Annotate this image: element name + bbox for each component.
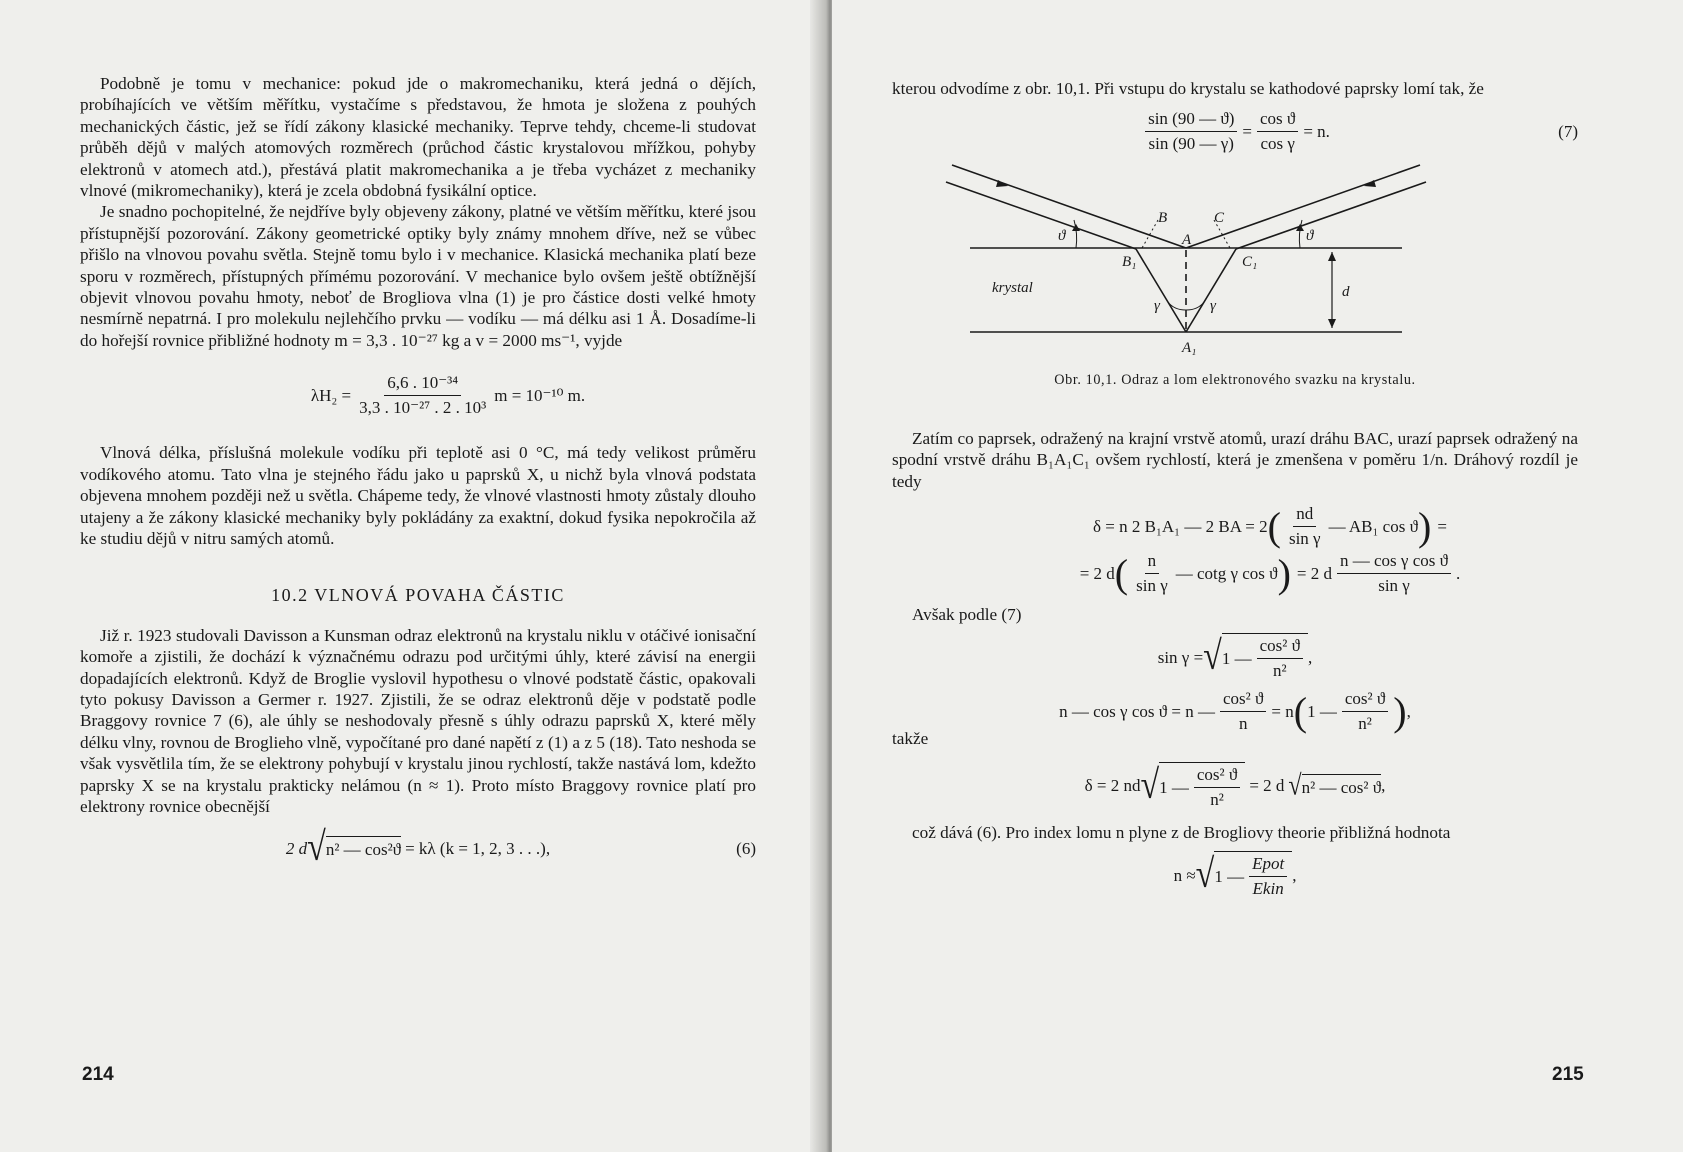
eq-sin-numerator: cos² ϑ (1257, 636, 1303, 659)
label-C: C (1214, 210, 1225, 227)
eq7-number: (7) (1558, 122, 1578, 142)
eq7-f1-numerator: sin (90 — ϑ) (1145, 109, 1237, 132)
eq-lambda-fraction (356, 373, 489, 418)
eq-delta3-radicand-1 (1159, 762, 1245, 810)
paragraph-coz-dava: což dává (6). Pro index lomu n plyne z de Brogliovy theorie přibližná hodnota (912, 822, 1451, 842)
eq-delta2-eq: = 2 d (1296, 563, 1333, 583)
paren-open-icon: ( (1114, 550, 1129, 596)
eq-n-f1-numerator: cos² ϑ (1220, 689, 1266, 712)
equation-6 (80, 825, 756, 870)
page-number-right: 215 (1552, 1064, 1584, 1085)
label-d: d (1342, 284, 1350, 301)
eq-delta2-end: . (1456, 563, 1461, 583)
arrowhead-d-bottom (1328, 319, 1336, 328)
paragraph-avsak: Avšak podle (7) (912, 605, 1022, 625)
eq-delta1-rhs: = (1437, 516, 1447, 536)
paren-close-icon: ) (1277, 550, 1291, 596)
eq6-radicand: n² — cos²ϑ (326, 836, 401, 860)
eq-sin-denominator: n² (1273, 661, 1287, 681)
eq-lambda-denominator: 3,3 . 10⁻²⁷ . 2 . 10³ (359, 398, 487, 418)
eq-lambda-numerator: 6,6 . 10⁻³⁴ (384, 373, 461, 396)
page-number-left: 214 (82, 1064, 114, 1085)
eq-lambda-lhs: λH₂ = (310, 386, 352, 406)
sqrt-sign-icon: √ (1203, 634, 1222, 680)
eq-delta3-one: 1 — (1159, 777, 1189, 797)
eq-delta2-f2-numerator: n — cos γ cos ϑ (1337, 551, 1451, 574)
eq-index-end: , (1292, 865, 1297, 885)
label-theta-right: ϑ (1306, 228, 1314, 245)
eq-n-fraction-2 (1342, 689, 1388, 734)
eq7-fraction-2 (1257, 109, 1298, 154)
eq-delta3-mid: = 2 d (1249, 776, 1285, 796)
eq-n-fraction-1 (1220, 689, 1266, 734)
eq-delta3-fraction (1194, 765, 1240, 810)
paragraph-vlnova-delka: Vlnová délka, příslušná molekule vodíku při teplotě asi 0 °C, má tedy velikost průměru vodíkového atomu. Tato vlna je stejného řádu jako u paprsků X, u nichž byla vlnová podstata objevena mnohem později než u světla. Chápeme tedy, že vlnové vlastnosti hmoty zůstaly dlouho utajeny a že zákony klasické mechaniky byly pokládány za exaktní, dokud fysika nepokročila až ke studiu dějů v nitru samých atomů. (80, 443, 756, 548)
eq-n-lhs: n — cos γ cos ϑ = n — (1059, 702, 1215, 722)
reflected-ray-upper (1186, 165, 1420, 248)
eq-index-denominator: Ekin (1252, 879, 1284, 899)
paren-close-icon: ) (1393, 688, 1407, 734)
eq-delta2-fraction-1 (1133, 551, 1171, 596)
eq7-f1-denominator: sin (90 — γ) (1148, 134, 1234, 154)
equation-lambda (80, 373, 756, 418)
right-page-text (892, 78, 1578, 899)
eq-sin-sqrt (1203, 633, 1308, 681)
label-gamma-right: γ (1210, 298, 1216, 315)
label-theta-left: ϑ (1058, 228, 1066, 245)
theta-arc-right (1299, 220, 1302, 248)
label-C1: C₁ (1242, 254, 1258, 271)
eq6-rhs: = kλ (k = 1, 2, 3 . . .), (405, 838, 551, 858)
eq-index-lhs: n ≈ (1173, 865, 1196, 885)
incident-ray-lower (946, 182, 1136, 249)
eq-delta2-fraction-2 (1337, 551, 1451, 596)
eq-delta3-radicand-2: n² — cos² ϑ (1302, 774, 1382, 798)
eq7-f2-denominator: cos γ (1260, 134, 1295, 154)
eq-delta1-fraction (1286, 504, 1324, 549)
equation-delta-1 (892, 504, 1578, 549)
reflected-ray-lower (1236, 182, 1426, 249)
eq-n-f1-denominator: n (1238, 714, 1248, 734)
paren-open-icon: ( (1267, 503, 1281, 549)
paragraph-makromechanika: Podobně je tomu v mechanice: pokud jde o makromechaniku, která jedná o dějích, probíhajících ve větším měřítku, vystačíme s představou, že hmota je složena z pouhých mechanických částic, jež se řídí zákony klasické mechaniky. Teprve tehdy, chceme-li studovat průběh dějů v malých atomových rozměrech (průchod částic krystalovou mřížkou, pohyby elektronů v atomech atd.), přestává platit makromechanika a je třeba vycházet z mechaniky vlnové (mikromechaniky), která je zcela obdobná fysikální optice. (80, 74, 756, 201)
eq7-rhs: = n. (1303, 122, 1330, 142)
equation-sin-gamma (892, 633, 1578, 681)
theta-arc-left (1074, 220, 1077, 248)
paragraph-zakony: Je snadno pochopitelné, že nejdříve byly objeveny zákony, platné ve větším měřítku, které jsou přístupnější pozorování. Zákony geometrické optiky byly známy mnohem dříve, než se vůbec přišlo na vlnovou povahu světla. Stejně tomu bylo i v mechanice. Klasická mechanika platí beze sporu v rozměrech, přístupných přímému pozorování. V mechanice bylo ovšem ještě obtížnější objevit vlnovou povahu hmoty, neboť de Brogliova vlna (1) je pro částice dosti velké hmoty nesmírně nepatrná. I pro molekulu nejlehčího prvku — vodíku — má délku asi 1 Å. Dosadíme-li do hořejší rovnice přibližné hodnoty m = 3,3 . 10⁻²⁷ kg a v = 2000 ms⁻¹, vyjde (80, 202, 756, 350)
eq-n-f2-denominator: n² (1358, 714, 1372, 734)
eq-delta3-denominator: n² (1210, 789, 1224, 809)
eq-delta3-sqrt-1 (1140, 762, 1245, 810)
eq-delta2-mid: — cotg γ cos ϑ (1175, 563, 1278, 583)
equation-n-cos (892, 689, 1578, 734)
eq-lambda-rhs: m = 10⁻¹⁰ m. (494, 386, 586, 406)
right-page (832, 0, 1683, 1152)
sqrt-sign-icon: √ (1140, 763, 1160, 808)
section-title: 10.2 VLNOVÁ POVAHA ČÁSTIC (271, 585, 565, 606)
paragraph-zatim-co: Zatím co paprsek, odražený na krajní vrstvě atomů, urazí dráhu BAC, urazí paprsek odražený na spodní vrstvě dráhu B₁A₁C₁ ovšem rychlostí, která je zmenšena v poměru 1/n. Dráhový rozdíl je tedy (892, 428, 1578, 491)
sqrt-sign-icon: √ (1288, 770, 1302, 802)
eq-sin-end: , (1308, 647, 1313, 667)
paragraph-takze: takže (892, 729, 929, 749)
eq-delta1-denominator: sin γ (1288, 529, 1321, 549)
eq-sin-one: 1 — (1221, 649, 1252, 669)
eq-n-end: , (1406, 702, 1411, 722)
refracted-ray-in (1136, 249, 1186, 332)
eq-n-mid: = n (1271, 702, 1294, 722)
eq-sin-lhs: sin γ = (1157, 647, 1204, 667)
equation-index (892, 851, 1578, 899)
eq-n-one: 1 — (1307, 702, 1337, 722)
label-gamma-left: γ (1154, 298, 1160, 315)
figure-10-1 (892, 160, 1578, 372)
label-B1: B₁ (1122, 254, 1137, 271)
eq-index-numerator: Epot (1249, 854, 1287, 877)
equation-7 (892, 109, 1578, 154)
eq-index-sqrt (1196, 851, 1293, 899)
eq-index-fraction (1249, 854, 1287, 899)
paragraph-davisson: Již r. 1923 studovali Davisson a Kunsman odraz elektronů na krystalu niklu v otáčivé ionisační komoře a zjistili, že dochází k význačnému odrazu pod určitými úhly, které závisí na energii dopadajících elektronů. Když de Broglie vyslovil hypothesu o vlnové podstatě částic, opakovali tyto pokusy Davisson a Germer r. 1927. Zjistili, že se odraz elektronů děje v podstatě podle Braggovy rovnice 7 (6), ale úhly se neshodovaly přesně s úhly odrazu paprsků X, které měly délku vlny, rovnou de Broglieho vlně, vypočítané pro dané napětí z (1) a z 5 (18). Tato neshoda se však vysvětlila tím, že se elektrony pohybují v krystalu jinou rychlostí, takže nastává lom, kdežto paprsky X se na krystalu prakticky nelámou (n ≈ 1). Proto místo Braggovy rovnice platí pro elektrony rovnice obecnější (80, 625, 756, 816)
equation-delta-3 (892, 762, 1578, 810)
eq-delta1-mid: — AB₁ cos ϑ (1328, 516, 1419, 536)
eq6-lhs: 2 d (285, 838, 308, 858)
label-crystal: krystal (992, 280, 1033, 297)
sqrt-sign-icon: √ (1195, 852, 1215, 897)
paren-close-icon: ) (1418, 503, 1432, 549)
eq-delta1-numerator: nd (1293, 504, 1316, 527)
eq-index-radicand (1214, 851, 1292, 899)
label-A: A (1182, 232, 1192, 249)
sqrt-sign-icon: √ (307, 825, 326, 870)
paren-open-icon: ( (1293, 688, 1308, 734)
label-A1: A₁ (1182, 340, 1197, 357)
eq7-fraction-1 (1145, 109, 1237, 154)
eq-delta2-f2-denominator: sin γ (1378, 576, 1410, 596)
eq-delta3-lhs: δ = 2 nd (1084, 776, 1141, 796)
eq-delta1-lhs: δ = n 2 B₁A₁ — 2 BA = 2 (1093, 516, 1268, 536)
eq-delta3-end: , (1381, 776, 1386, 796)
refracted-ray-out (1186, 249, 1236, 332)
eq6-sqrt (307, 825, 402, 870)
eq-delta2-f1-numerator: n (1145, 551, 1160, 574)
eq-index-one: 1 — (1214, 867, 1245, 887)
eq-delta2-f1-denominator: sin γ (1136, 576, 1168, 596)
eq-n-f2-numerator: cos² ϑ (1342, 689, 1388, 712)
arrowhead-d-top (1328, 252, 1336, 261)
eq6-number: (6) (736, 838, 756, 858)
label-B: B (1158, 210, 1168, 227)
left-page-text (80, 73, 756, 870)
eq-sin-radicand (1222, 633, 1308, 681)
figure-caption: Obr. 10,1. Odraz a lom elektronového svazku na krystalu. (1054, 372, 1416, 389)
incident-ray-upper (952, 165, 1186, 248)
left-page (0, 0, 828, 1152)
eq-sin-fraction (1257, 636, 1303, 681)
eq-delta2-lhs: = 2 d (1079, 563, 1115, 583)
eq-delta3-numerator: cos² ϑ (1194, 765, 1240, 788)
equation-delta-2 (892, 551, 1578, 596)
paragraph-intro: kterou odvodíme z obr. 10,1. Při vstupu do krystalu se kathodové paprsky lomí tak, že (892, 79, 1484, 98)
reflection-diagram (892, 160, 1578, 372)
eq7-equals: = (1242, 122, 1252, 142)
eq7-f2-numerator: cos ϑ (1257, 109, 1298, 132)
eq-delta3-sqrt-2 (1288, 769, 1381, 803)
